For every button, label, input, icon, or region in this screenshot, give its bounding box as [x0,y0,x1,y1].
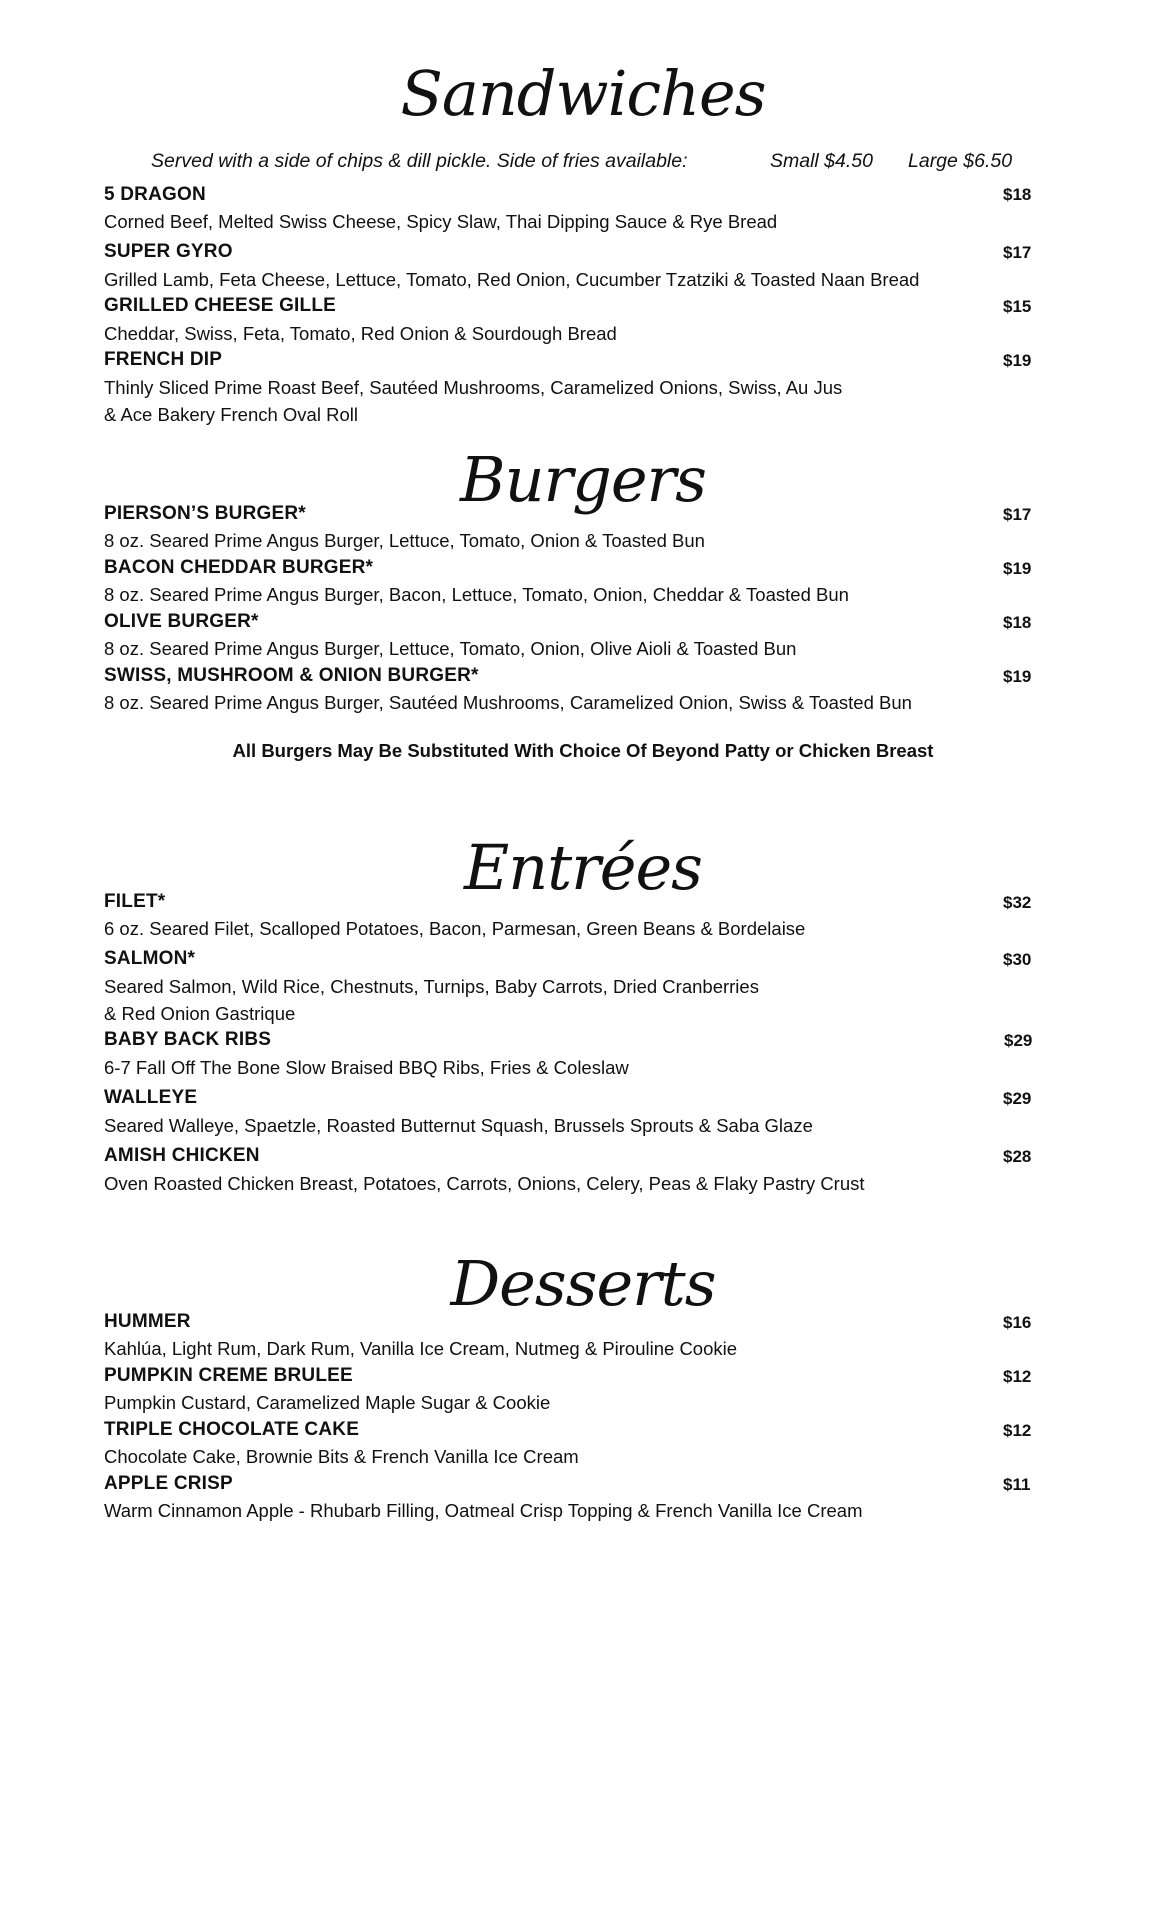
menu-item-price: $15 [1003,297,1032,316]
menu-item-description: Thinly Sliced Prime Roast Beef, Sautéed Mushrooms, Caramelized Onions, Swiss, Au Jus [104,377,843,398]
menu-item-price: $11 [1003,1475,1031,1494]
menu-item-price: $19 [1003,559,1032,578]
menu-item-description: Chocolate Cake, Brownie Bits & French Vanilla Ice Cream [104,1446,579,1467]
menu-item-description: Warm Cinnamon Apple - Rhubarb Filling, Oatmeal Crisp Topping & French Vanilla Ice Cream [104,1500,863,1521]
menu-item-name: APPLE CRISP [104,1473,233,1494]
menu-item-description: 6 oz. Seared Filet, Scalloped Potatoes, Bacon, Parmesan, Green Beans & Bordelaise [104,918,806,939]
menu-item-description: Seared Salmon, Wild Rice, Chestnuts, Turnips, Baby Carrots, Dried Cranberries [104,976,759,997]
menu-item-price: $32 [1003,893,1032,912]
menu-item-description: Grilled Lamb, Feta Cheese, Lettuce, Tomato, Red Onion, Cucumber Tzatziki & Toasted Naan Bread [104,269,920,290]
menu-item-name: PUMPKIN CREME BRULEE [104,1365,353,1386]
sandwiches-heading: Sandwiches [400,57,766,130]
menu-item-description: Kahlúa, Light Rum, Dark Rum, Vanilla Ice Cream, Nutmeg & Pirouline Cookie [104,1338,738,1359]
menu-item-price: $12 [1003,1367,1032,1386]
menu-item-description: 6-7 Fall Off The Bone Slow Braised BBQ Ribs, Fries & Coleslaw [104,1057,629,1078]
menu-item-description: Corned Beef, Melted Swiss Cheese, Spicy Slaw, Thai Dipping Sauce & Rye Bread [104,211,778,232]
menu-item-name: BABY BACK RIBS [104,1029,272,1050]
menu-item-name: FRENCH DIP [104,349,223,370]
menu-item-name: BACON CHEDDAR BURGER* [104,557,374,578]
burgers-heading: Burgers [460,443,706,516]
entrees-heading: Entrées [464,831,702,904]
sandwiches-subtitle: Served with a side of chips & dill pickle. Side of fries available: [151,150,688,172]
menu-item-description: Pumpkin Custard, Caramelized Maple Sugar & Cookie [104,1392,551,1413]
menu-item-price: $16 [1003,1313,1032,1332]
fries-large-price: Large $6.50 [908,150,1013,172]
menu-item-price: $19 [1003,667,1032,686]
menu-item-description: Oven Roasted Chicken Breast, Potatoes, Carrots, Onions, Celery, Peas & Flaky Pastry Crust [104,1173,865,1194]
menu-item-description: 8 oz. Seared Prime Angus Burger, Lettuce, Tomato, Onion, Olive Aioli & Toasted Bun [104,638,797,659]
menu-item-name: HUMMER [104,1311,191,1332]
menu-item-name: GRILLED CHEESE GILLE [104,295,337,316]
menu-item-price: $29 [1003,1089,1032,1108]
menu-item-name: SWISS, MUSHROOM & ONION BURGER* [104,665,479,686]
menu-item-name: PIERSON’S BURGER* [104,503,306,524]
fries-small-price: Small $4.50 [770,150,873,172]
menu-item-name: TRIPLE CHOCOLATE CAKE [104,1419,360,1440]
desserts-heading: Desserts [450,1247,716,1320]
menu-item-price: $30 [1003,950,1032,969]
menu-item-description: & Ace Bakery French Oval Roll [104,404,358,425]
menu-item-name: OLIVE BURGER* [104,611,259,632]
menu-item-name: 5 DRAGON [104,184,206,205]
menu-item-name: AMISH CHICKEN [104,1145,260,1166]
burgers-substitution-note: All Burgers May Be Substituted With Choice Of Beyond Patty or Chicken Breast [232,740,934,761]
menu-item-description: 8 oz. Seared Prime Angus Burger, Lettuce, Tomato, Onion & Toasted Bun [104,530,705,551]
menu-item-name: SALMON* [104,948,196,969]
menu-item-price: $18 [1003,613,1032,632]
menu-item-description: Cheddar, Swiss, Feta, Tomato, Red Onion & Sourdough Bread [104,323,617,344]
menu-item-price: $19 [1003,351,1032,370]
menu-item-price: $18 [1003,185,1032,204]
menu-item-price: $12 [1003,1421,1032,1440]
menu-item-description: 8 oz. Seared Prime Angus Burger, Bacon, Lettuce, Tomato, Onion, Cheddar & Toasted Bun [104,584,849,605]
menu-item-price: $17 [1003,243,1032,262]
menu-item-name: FILET* [104,891,166,912]
menu-item-price: $29 [1004,1031,1033,1050]
menu-item-price: $28 [1003,1147,1032,1166]
menu-item-price: $17 [1003,505,1032,524]
menu-item-description: Seared Walleye, Spaetzle, Roasted Butternut Squash, Brussels Sprouts & Saba Glaze [104,1115,813,1136]
menu-item-name: SUPER GYRO [104,241,233,262]
menu-item-name: WALLEYE [104,1087,198,1108]
menu-item-description: & Red Onion Gastrique [104,1003,296,1024]
menu-item-description: 8 oz. Seared Prime Angus Burger, Sautéed Mushrooms, Caramelized Onion, Swiss & Toasted Bun [104,692,912,713]
